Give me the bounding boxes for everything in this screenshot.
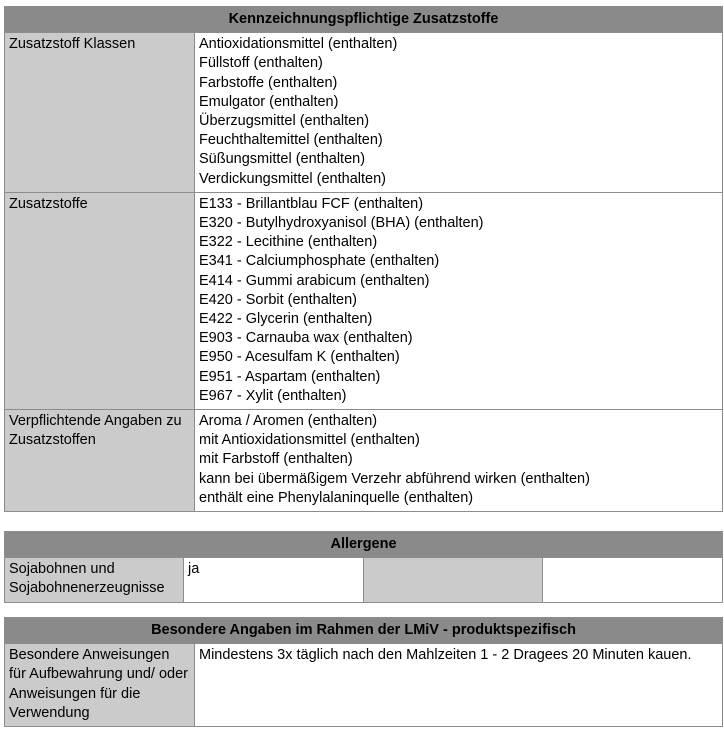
list-item: E903 - Carnauba wax (enthalten)	[199, 330, 413, 347]
list-item: Süßungsmittel (enthalten)	[199, 151, 366, 168]
list-item: Füllstoff (enthalten)	[199, 55, 323, 72]
lmiv-table	[4, 617, 723, 727]
zusatzstoffe-table	[4, 6, 723, 512]
list-item: E341 - Calciumphosphate (enthalten)	[199, 253, 440, 270]
lmiv-header: Besondere Angaben im Rahmen der LMiV - produktspezifisch	[5, 618, 723, 644]
list-item: Feuchthaltemittel (enthalten)	[199, 132, 383, 149]
table-row	[5, 644, 723, 727]
list-item: E320 - Butylhydroxyanisol (BHA) (enthalten)	[199, 215, 484, 232]
row-values	[195, 410, 723, 512]
list-item: E133 - Brillantblau FCF (enthalten)	[199, 195, 424, 212]
allergen-label: Sojabohnen und Sojabohnenerzeugnisse	[5, 558, 184, 603]
list-item: Antioxidationsmittel (enthalten)	[199, 36, 398, 53]
list-item: Aroma / Aromen (enthalten)	[199, 413, 378, 430]
table-row	[5, 192, 723, 409]
list-item: E414 - Gummi arabicum (enthalten)	[199, 272, 430, 289]
list-item: E951 - Aspartam (enthalten)	[199, 368, 381, 385]
allergene-header: Allergene	[5, 532, 723, 558]
lmiv-label: Besondere Anweisungen für Aufbewahrung und/ oder Anweisungen für die Verwendung	[5, 644, 195, 727]
table-row	[5, 33, 723, 193]
list-item: E422 - Glycerin (enthalten)	[199, 311, 373, 328]
table-row	[5, 558, 723, 603]
list-item: Verdickungsmittel (enthalten)	[199, 170, 386, 187]
allergen-value: ja	[184, 558, 364, 603]
row-values	[195, 192, 723, 409]
empty-cell	[364, 558, 543, 603]
list-item: Emulgator (enthalten)	[199, 93, 339, 110]
table-row	[5, 410, 723, 512]
list-item: enthält eine Phenylalaninquelle (enthalten)	[199, 489, 474, 506]
lmiv-value: Mindestens 3x täglich nach den Mahlzeiten 1 - 2 Dragees 20 Minuten kauen.	[195, 644, 723, 727]
allergene-table	[4, 531, 723, 603]
list-item: mit Antioxidationsmittel (enthalten)	[199, 432, 420, 449]
zusatzstoffe-header: Kennzeichnungspflichtige Zusatzstoffe	[5, 7, 723, 33]
row-values	[195, 33, 723, 193]
list-item: E322 - Lecithine (enthalten)	[199, 234, 378, 251]
list-item: mit Farbstoff (enthalten)	[199, 451, 353, 468]
row-label: Zusatzstoffe	[5, 192, 195, 409]
list-item: Überzugsmittel (enthalten)	[199, 113, 370, 130]
row-label: Verpflichtende Angaben zu Zusatzstoffen	[5, 410, 195, 512]
row-label: Zusatzstoff Klassen	[5, 33, 195, 193]
list-item: Farbstoffe (enthalten)	[199, 74, 338, 91]
list-item: E950 - Acesulfam K (enthalten)	[199, 349, 400, 366]
list-item: kann bei übermäßigem Verzehr abführend wirken (enthalten)	[199, 470, 590, 487]
list-item: E420 - Sorbit (enthalten)	[199, 291, 357, 308]
list-item: E967 - Xylit (enthalten)	[199, 387, 347, 404]
empty-cell	[543, 558, 723, 603]
